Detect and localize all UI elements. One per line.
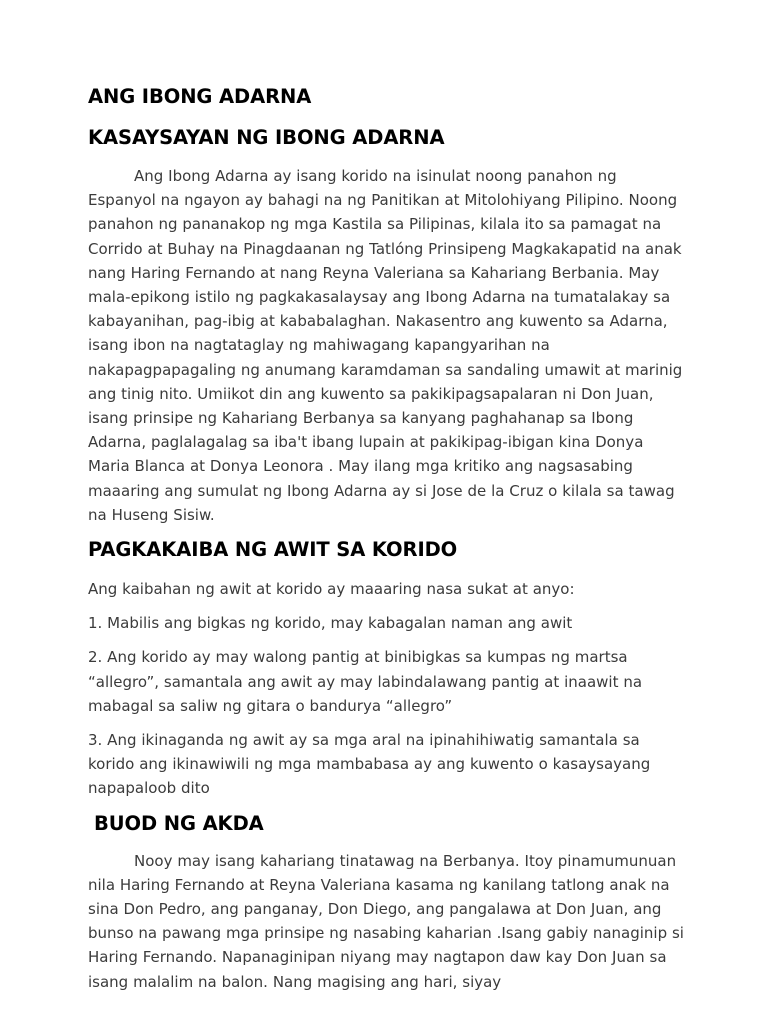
list-item: 2. Ang korido ay may walong pantig at binibigkas sa kumpas ng martsa “allegro”, samantala ang awit ay may labindalawang pantig at inaawit na mabagal sa saliw ng gitara o bandurya “allegro” (88, 648, 643, 715)
section-heading-pagkakaiba: PAGKAKAIBA NG AWIT SA KORIDO (88, 538, 458, 562)
document-body (88, 85, 684, 994)
paragraph-kasaysayan: Ang Ibong Adarna ay isang korido na isinulat noong panahon ng Espanyol na ngayon ay bahagi na ng Panitikan at Mitolohiyang Pilipino. Noong panahon ng pananakop ng mga Kastila sa Pilipinas, kilala ito sa pamagat na Corrido at Buhay na Pinagdaanan ng Tatlóng Prinsipeng Magkakapatid na anak nang Haring Fernando at nang Reyna Valeriana sa Kahariang Berbania. May mala-epikong istilo ng pagkakasalaysay ang Ibong Adarna na tumatalakay sa kabayanihan, pag-ibig at kababalaghan. Nakasentro ang kuwento sa Adarna, isang ibon na nagtataglay ng mahiwagang kapangyarihan na nakapagpapagaling ng anumang karamdaman sa sandaling umawit at marinig ang tinig nito. Umiikot din ang kuwento sa pakikipagsapalaran ni Don Juan, isang prinsipe ng Kahariang Berbanya sa kanyang paghahanap sa Ibong Adarna, paglalagalag sa iba't ibang lupain at pakikipag-ibigan kina Donya Maria Blanca at Donya Leonora . May ilang mga kritiko ang nagsasabing maaaring ang sumulat ng Ibong Adarna ay si Jose de la Cruz o kilala sa tawag na Huseng Sisiw. (88, 167, 683, 524)
section-heading-buod: BUOD NG AKDA (94, 811, 264, 835)
page-title: ANG IBONG ADARNA (88, 85, 312, 108)
paragraph-pagkakaiba-lead: Ang kaibahan ng awit at korido ay maaaring nasa sukat at anyo: (88, 580, 575, 599)
list-item: 3. Ang ikinaganda ng awit ay sa mga aral na ipinahihiwatig samantala sa korido ang ikinawiwili ng mga mambabasa ay ang kuwento o kasaysayang napapaloob dito (88, 731, 651, 798)
section-heading-kasaysayan: KASAYSAYAN NG IBONG ADARNA (88, 126, 445, 149)
list-item: 1. Mabilis ang bigkas ng korido, may kabagalan naman ang awit (88, 614, 573, 633)
paragraph-buod: Nooy may isang kahariang tinatawag na Berbanya. Itoy pinamumunuan nila Haring Fernando at Reyna Valeriana kasama ng kanilang tatlong anak na sina Don Pedro, ang panganay, Don Diego, ang pangalawa at Don Juan, ang bunso na pawang mga prinsipe ng nasabing kaharian .Isang gabiy nanaginip si Haring Fernando. Napanaginipan niyang may nagtapon daw kay Don Juan sa isang malalim na balon. Nang magising ang hari, siyay (88, 851, 684, 991)
